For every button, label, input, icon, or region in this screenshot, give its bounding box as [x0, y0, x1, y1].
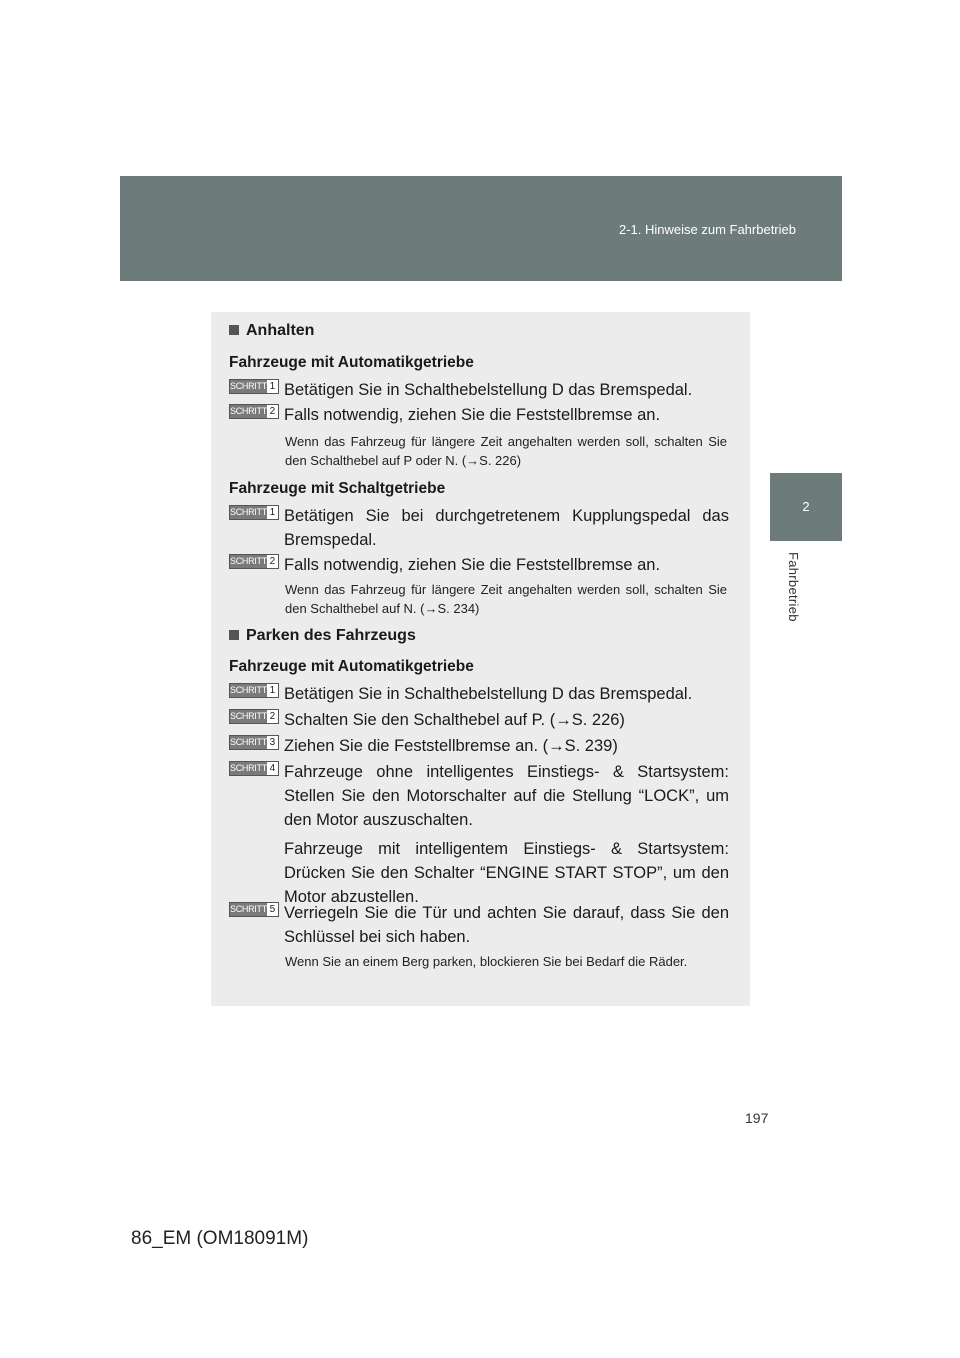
- content-box: [211, 312, 750, 1006]
- note: Wenn Sie an einem Berg parken, blockieren Sie bei Bedarf die Räder.: [285, 954, 688, 969]
- step-badge: SCHRITT 2: [229, 554, 279, 569]
- step-paragraph: Fahrzeuge mit intelligentem Einstiegs- & Startsystem: Drücken Sie den Schalter “ENGINE START STOP”, um den Motor abzustellen.: [284, 840, 729, 906]
- step-badge: SCHRITT 1: [229, 505, 279, 520]
- step: SCHRITT 1 Betätigen Sie bei durchgetretenem Kupplungspedal das Bremspedal.: [230, 507, 729, 549]
- square-bullet-icon: [229, 630, 239, 640]
- step: SCHRITT 1 Betätigen Sie in Schalthebelstellung D das Bremspedal.: [230, 381, 693, 399]
- step: SCHRITT 4 Fahrzeuge ohne intelligentes Einstiegs- & Startsystem: Stellen Sie den Motorschalter auf die Stellung “LOCK”, um den Motor auszuschalten.: [230, 763, 729, 829]
- note: Wenn das Fahrzeug für längere Zeit angehalten werden soll, schalten Sie den Schalthebel auf P oder N. (→S. 226): [285, 434, 727, 468]
- chapter-side-label: [786, 552, 806, 632]
- step-badge: SCHRITT 5: [229, 902, 279, 917]
- chapter-title: 2-1. Hinweise zum Fahrbetrieb: [618, 222, 796, 237]
- section-parken: Parken des Fahrzeugs: [229, 627, 416, 645]
- step-badge: SCHRITT 2: [229, 709, 279, 724]
- step-badge: SCHRITT 1: [229, 379, 279, 394]
- subheading-automatik: Fahrzeuge mit Automatikgetriebe: [229, 354, 474, 371]
- step-badge: SCHRITT 2: [229, 404, 279, 419]
- chapter-tab: [770, 473, 842, 541]
- step: SCHRITT 1 Betätigen Sie in Schalthebelstellung D das Bremspedal.: [230, 685, 693, 703]
- step: SCHRITT 2 Schalten Sie den Schalthebel auf P. (→S. 226): [230, 711, 625, 729]
- chapter-number: 2: [802, 499, 810, 514]
- subheading-automatik: Fahrzeuge mit Automatikgetriebe: [229, 658, 474, 675]
- step-badge: SCHRITT 1: [229, 683, 279, 698]
- step: SCHRITT 5 Verriegeln Sie die Tür und achten Sie darauf, dass Sie den Schlüssel bei sich haben.: [230, 904, 729, 946]
- step-badge: SCHRITT 4: [229, 761, 279, 776]
- subheading-schaltgetriebe: Fahrzeuge mit Schaltgetriebe: [229, 480, 446, 497]
- chapter-label: Fahrbetrieb: [786, 552, 801, 622]
- note: Wenn das Fahrzeug für längere Zeit angehalten werden soll, schalten Sie den Schalthebel auf N. (→S. 234): [285, 582, 727, 616]
- page-number: 197: [745, 1110, 769, 1126]
- square-bullet-icon: [229, 325, 239, 335]
- section-anhalten: Anhalten: [229, 322, 314, 340]
- step: SCHRITT 3 Ziehen Sie die Feststellbremse an. (→S. 239): [230, 737, 618, 755]
- step: SCHRITT 2 Falls notwendig, ziehen Sie die Feststellbremse an.: [230, 406, 661, 424]
- document-code: 86_EM (OM18091M): [131, 1228, 309, 1249]
- step-badge: SCHRITT 3: [229, 735, 279, 750]
- header-band: [120, 176, 842, 281]
- step: SCHRITT 2 Falls notwendig, ziehen Sie die Feststellbremse an.: [230, 556, 661, 574]
